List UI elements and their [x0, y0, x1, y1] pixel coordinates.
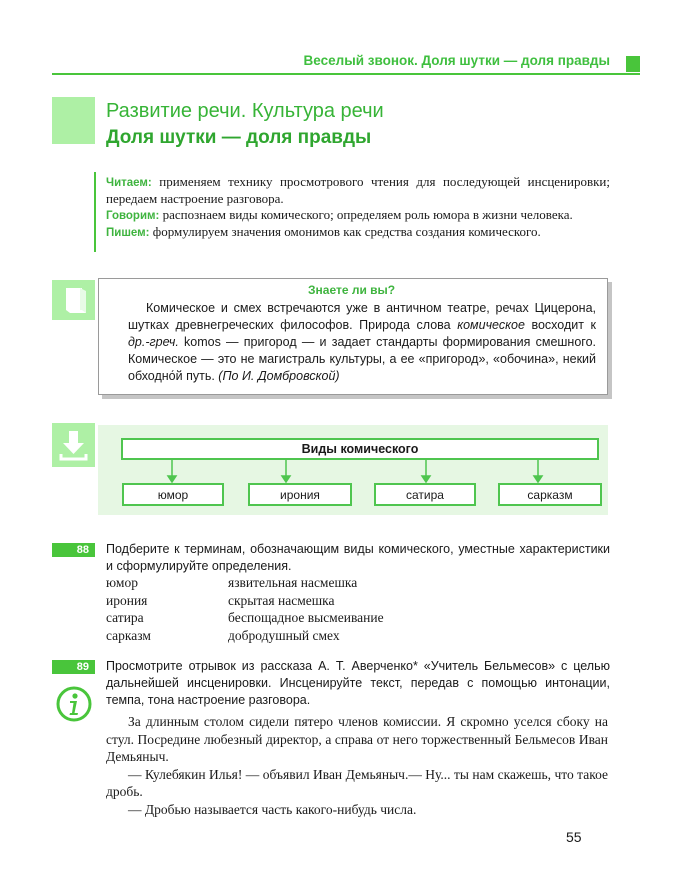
page-number: 55	[566, 829, 582, 845]
goal-speaking: Говорим: распознаем виды комического; определяем роль юмора в жизни человека.	[106, 207, 573, 222]
exercise-88-text: Подберите к терминам, обозначающим виды комического, уместные характеристики и сформулируйте определения.	[106, 542, 610, 573]
lesson-title: Доля шутки — доля правды	[106, 127, 372, 148]
section-title: Развитие речи. Культура речи	[106, 100, 384, 122]
exercise-89-number: 89	[52, 660, 95, 674]
lesson-goals	[106, 174, 610, 241]
info-icon	[56, 686, 92, 722]
term-definition-list	[106, 574, 384, 644]
header-rule	[52, 73, 640, 75]
running-header: Веселый звонок. Доля шутки — доля правды	[303, 53, 610, 68]
term-row: сатира беспощадное высмеивание	[106, 610, 384, 625]
term-row: сарказм добродушный смех	[106, 627, 340, 643]
story-paragraph: За длинным столом сидели пятеро членов комиссии. Я скромно уселся сбоку на стул. Посредине любезный директор, а справа от него торжественный Бельмесов Иван Демьяныч.	[106, 714, 608, 764]
book-icon	[52, 280, 95, 320]
did-you-know-heading: Знаете ли вы?	[308, 283, 396, 297]
goal-writing: Пишем: формулируем значения омонимов как средства создания комического.	[106, 224, 541, 239]
diagram-item-sarcasm: сарказм	[498, 483, 602, 506]
exercise-89-text: Просмотрите отрывок из рассказа А. Т. Аверченко* «Учитель Бельмесов» с целью дальнейшей инсценировки. Инсценируйте текст, передав с помощью интонации, темпа, тона настроение разговора.	[106, 659, 610, 707]
header-marker	[626, 56, 640, 72]
story-paragraph: — Кулебякин Илья! — объявил Иван Демьяныч.— Ну... ты нам скажешь, что такое дробь.	[106, 766, 608, 799]
goals-bar	[94, 172, 96, 252]
diagram-item-satire: сатира	[374, 483, 476, 506]
story-paragraph: — Дробью называется часть какого-нибудь числа.	[128, 801, 417, 817]
term-row: юмор язвительная насмешка	[106, 575, 358, 590]
goal-reading: Читаем: применяем технику просмотрового чтения для последующей инсценировки; передаем настроение разговора.	[106, 174, 610, 206]
story-excerpt	[106, 713, 608, 818]
diagram-item-humor: юмор	[122, 483, 224, 506]
exercise-88-number: 88	[52, 543, 95, 557]
section-marker	[52, 97, 95, 144]
download-icon	[52, 423, 95, 467]
diagram-item-irony: ирония	[248, 483, 352, 506]
did-you-know-text: Комическое и смех встречаются уже в античном театре, речах Цицерона, шутках древнегреческих философов. Природа слова комическое восходит к др.-греч. komos — пригород — и задает стандарты формирования смешного. Комическое — это не магистраль культуры, а ее «пригород», «обочина», некий обходно́й путь. (По И. Домбровской)	[128, 301, 597, 383]
term-row: ирония скрытая насмешка	[106, 592, 335, 608]
diagram-root: Виды комического	[121, 438, 599, 460]
